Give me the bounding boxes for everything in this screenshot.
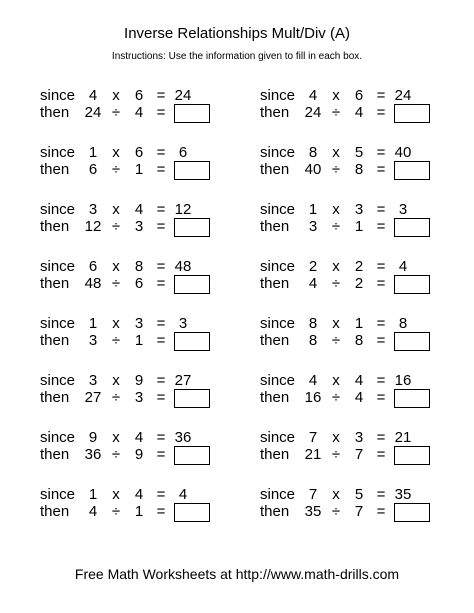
- product: 4: [178, 486, 188, 503]
- factor-b: 5: [354, 144, 364, 161]
- problem-5: [40, 201, 260, 241]
- factor-a: 2: [308, 258, 318, 275]
- factor-a: 6: [88, 258, 98, 275]
- dividend: 27: [84, 389, 102, 406]
- equals-sign: =: [376, 503, 386, 520]
- divide-sign: ÷: [111, 446, 121, 463]
- factor-b: 3: [354, 201, 364, 218]
- factor-a: 8: [308, 315, 318, 332]
- since-line: [260, 201, 474, 219]
- times-sign: x: [332, 144, 340, 161]
- factor-a: 4: [308, 87, 318, 104]
- product: 8: [398, 315, 408, 332]
- equals-sign: =: [376, 218, 386, 235]
- equals-sign: =: [376, 332, 386, 349]
- footer-text: Free Math Worksheets at http://www.math-drills.com: [74, 566, 400, 582]
- since-line: [260, 87, 474, 105]
- instructions-text: Instructions: Use the information given to fill in each box.: [111, 51, 363, 62]
- divisor: 8: [354, 161, 364, 178]
- divisor: 9: [134, 446, 144, 463]
- answer-box[interactable]: [394, 332, 430, 351]
- times-sign: x: [332, 201, 340, 218]
- divisor: 2: [354, 275, 364, 292]
- problem-10: [260, 315, 474, 355]
- divide-sign: ÷: [331, 332, 341, 349]
- times-sign: x: [332, 315, 340, 332]
- since-line: [260, 144, 474, 162]
- equals-sign: =: [156, 87, 166, 104]
- equals-sign: =: [156, 144, 166, 161]
- dividend: 8: [308, 332, 318, 349]
- answer-box[interactable]: [394, 503, 430, 522]
- answer-box[interactable]: [174, 446, 210, 465]
- product: 35: [394, 486, 412, 503]
- factor-a: 9: [88, 429, 98, 446]
- factor-a: 4: [88, 87, 98, 104]
- answer-box[interactable]: [174, 503, 210, 522]
- product: 3: [398, 201, 408, 218]
- answer-box[interactable]: [174, 275, 210, 294]
- problem-16: [260, 486, 474, 526]
- factor-a: 3: [88, 372, 98, 389]
- dividend: 48: [84, 275, 102, 292]
- equals-sign: =: [376, 201, 386, 218]
- dividend: 24: [84, 104, 102, 121]
- then-line: [40, 275, 260, 293]
- times-sign: x: [112, 258, 120, 275]
- answer-box[interactable]: [174, 332, 210, 351]
- equals-sign: =: [156, 161, 166, 178]
- equals-sign: =: [156, 104, 166, 121]
- then-label: then: [40, 332, 70, 349]
- since-line: [40, 258, 260, 276]
- divisor: 3: [134, 218, 144, 235]
- times-sign: x: [112, 315, 120, 332]
- then-line: [260, 332, 474, 350]
- factor-b: 4: [354, 372, 364, 389]
- factor-a: 1: [88, 144, 98, 161]
- divide-sign: ÷: [111, 218, 121, 235]
- since-label: since: [260, 87, 296, 104]
- answer-box[interactable]: [394, 218, 430, 237]
- since-line: [40, 429, 260, 447]
- dividend: 35: [304, 503, 322, 520]
- equals-sign: =: [156, 258, 166, 275]
- since-label: since: [260, 486, 296, 503]
- product: 3: [178, 315, 188, 332]
- since-label: since: [40, 144, 76, 161]
- factor-b: 4: [134, 429, 144, 446]
- then-line: [260, 275, 474, 293]
- equals-sign: =: [376, 315, 386, 332]
- then-label: then: [40, 104, 70, 121]
- dividend: 16: [304, 389, 322, 406]
- divisor: 7: [354, 503, 364, 520]
- divisor: 4: [354, 389, 364, 406]
- divisor: 4: [134, 104, 144, 121]
- dividend: 6: [88, 161, 98, 178]
- answer-box[interactable]: [174, 389, 210, 408]
- divide-sign: ÷: [331, 104, 341, 121]
- since-label: since: [40, 201, 76, 218]
- then-label: then: [40, 389, 70, 406]
- problem-4: [260, 144, 474, 184]
- dividend: 36: [84, 446, 102, 463]
- dividend: 24: [304, 104, 322, 121]
- then-line: [40, 332, 260, 350]
- factor-a: 1: [308, 201, 318, 218]
- then-line: [40, 161, 260, 179]
- factor-b: 6: [134, 87, 144, 104]
- divisor: 6: [134, 275, 144, 292]
- factor-b: 5: [354, 486, 364, 503]
- factor-b: 6: [354, 87, 364, 104]
- since-label: since: [260, 258, 296, 275]
- problem-7: [40, 258, 260, 298]
- then-line: [40, 104, 260, 122]
- then-line: [260, 446, 474, 464]
- then-line: [260, 218, 474, 236]
- equals-sign: =: [156, 201, 166, 218]
- since-label: since: [260, 315, 296, 332]
- factor-a: 3: [88, 201, 98, 218]
- factor-b: 2: [354, 258, 364, 275]
- since-line: [260, 315, 474, 333]
- factor-a: 4: [308, 372, 318, 389]
- then-label: then: [40, 503, 70, 520]
- equals-sign: =: [376, 446, 386, 463]
- equals-sign: =: [156, 332, 166, 349]
- factor-a: 8: [308, 144, 318, 161]
- since-line: [260, 486, 474, 504]
- divide-sign: ÷: [331, 218, 341, 235]
- dividend: 4: [88, 503, 98, 520]
- divide-sign: ÷: [111, 389, 121, 406]
- since-label: since: [260, 372, 296, 389]
- divide-sign: ÷: [111, 104, 121, 121]
- problem-15: [40, 486, 260, 526]
- answer-box[interactable]: [394, 104, 430, 123]
- since-line: [260, 429, 474, 447]
- equals-sign: =: [376, 258, 386, 275]
- times-sign: x: [112, 372, 120, 389]
- since-label: since: [260, 429, 296, 446]
- factor-a: 1: [88, 486, 98, 503]
- then-line: [260, 389, 474, 407]
- equals-sign: =: [376, 87, 386, 104]
- then-label: then: [260, 104, 290, 121]
- divide-sign: ÷: [331, 503, 341, 520]
- then-label: then: [260, 332, 290, 349]
- problem-12: [260, 372, 474, 412]
- then-line: [40, 389, 260, 407]
- divisor: 7: [354, 446, 364, 463]
- product: 16: [394, 372, 412, 389]
- factor-b: 4: [134, 201, 144, 218]
- since-line: [260, 258, 474, 276]
- since-line: [40, 87, 260, 105]
- then-label: then: [260, 503, 290, 520]
- product: 24: [174, 87, 192, 104]
- factor-a: 7: [308, 486, 318, 503]
- equals-sign: =: [156, 372, 166, 389]
- equals-sign: =: [376, 144, 386, 161]
- problem-14: [260, 429, 474, 469]
- factor-b: 4: [134, 486, 144, 503]
- equals-sign: =: [156, 429, 166, 446]
- divide-sign: ÷: [111, 332, 121, 349]
- then-label: then: [260, 275, 290, 292]
- times-sign: x: [332, 87, 340, 104]
- equals-sign: =: [376, 486, 386, 503]
- then-label: then: [40, 218, 70, 235]
- divide-sign: ÷: [331, 446, 341, 463]
- then-line: [260, 104, 474, 122]
- times-sign: x: [112, 201, 120, 218]
- since-label: since: [260, 144, 296, 161]
- then-label: then: [260, 218, 290, 235]
- equals-sign: =: [376, 275, 386, 292]
- answer-box[interactable]: [394, 446, 430, 465]
- since-label: since: [40, 372, 76, 389]
- divisor: 3: [134, 389, 144, 406]
- since-line: [260, 372, 474, 390]
- problem-13: [40, 429, 260, 469]
- product: 4: [398, 258, 408, 275]
- answer-box[interactable]: [394, 161, 430, 180]
- equals-sign: =: [156, 389, 166, 406]
- then-label: then: [260, 389, 290, 406]
- equals-sign: =: [376, 104, 386, 121]
- problem-2: [260, 87, 474, 127]
- dividend: 3: [88, 332, 98, 349]
- then-line: [40, 503, 260, 521]
- factor-b: 6: [134, 144, 144, 161]
- divisor: 8: [354, 332, 364, 349]
- equals-sign: =: [156, 503, 166, 520]
- equals-sign: =: [376, 429, 386, 446]
- problem-1: [40, 87, 260, 127]
- since-label: since: [40, 258, 76, 275]
- since-label: since: [40, 486, 76, 503]
- then-label: then: [260, 161, 290, 178]
- product: 36: [174, 429, 192, 446]
- factor-a: 1: [88, 315, 98, 332]
- since-line: [40, 201, 260, 219]
- equals-sign: =: [376, 372, 386, 389]
- then-label: then: [40, 161, 70, 178]
- problem-8: [260, 258, 474, 298]
- since-line: [40, 315, 260, 333]
- divide-sign: ÷: [111, 503, 121, 520]
- answer-box[interactable]: [394, 275, 430, 294]
- equals-sign: =: [156, 486, 166, 503]
- then-line: [40, 218, 260, 236]
- then-label: then: [260, 446, 290, 463]
- then-label: then: [40, 275, 70, 292]
- divide-sign: ÷: [331, 389, 341, 406]
- times-sign: x: [112, 144, 120, 161]
- since-label: since: [40, 87, 76, 104]
- divide-sign: ÷: [331, 275, 341, 292]
- problem-9: [40, 315, 260, 355]
- since-label: since: [40, 315, 76, 332]
- product: 48: [174, 258, 192, 275]
- divisor: 1: [354, 218, 364, 235]
- equals-sign: =: [376, 389, 386, 406]
- times-sign: x: [332, 429, 340, 446]
- since-label: since: [260, 201, 296, 218]
- product: 6: [178, 144, 188, 161]
- then-label: then: [40, 446, 70, 463]
- factor-b: 8: [134, 258, 144, 275]
- dividend: 21: [304, 446, 322, 463]
- times-sign: x: [112, 87, 120, 104]
- dividend: 12: [84, 218, 102, 235]
- divisor: 1: [134, 332, 144, 349]
- divide-sign: ÷: [111, 275, 121, 292]
- dividend: 3: [308, 218, 318, 235]
- times-sign: x: [332, 372, 340, 389]
- dividend: 4: [308, 275, 318, 292]
- factor-b: 1: [354, 315, 364, 332]
- worksheet-title: Inverse Relationships Mult/Div (A): [124, 25, 350, 42]
- product: 27: [174, 372, 192, 389]
- product: 12: [174, 201, 192, 218]
- equals-sign: =: [156, 275, 166, 292]
- equals-sign: =: [156, 446, 166, 463]
- then-line: [260, 161, 474, 179]
- factor-b: 3: [134, 315, 144, 332]
- times-sign: x: [332, 486, 340, 503]
- since-line: [40, 372, 260, 390]
- product: 21: [394, 429, 412, 446]
- then-line: [260, 503, 474, 521]
- times-sign: x: [112, 429, 120, 446]
- answer-box[interactable]: [394, 389, 430, 408]
- equals-sign: =: [156, 218, 166, 235]
- divisor: 1: [134, 503, 144, 520]
- since-label: since: [40, 429, 76, 446]
- factor-a: 7: [308, 429, 318, 446]
- divisor: 4: [354, 104, 364, 121]
- times-sign: x: [112, 486, 120, 503]
- divide-sign: ÷: [331, 161, 341, 178]
- times-sign: x: [332, 258, 340, 275]
- equals-sign: =: [376, 161, 386, 178]
- answer-box[interactable]: [174, 218, 210, 237]
- problem-11: [40, 372, 260, 412]
- since-line: [40, 486, 260, 504]
- factor-b: 3: [354, 429, 364, 446]
- equals-sign: =: [156, 315, 166, 332]
- factor-b: 9: [134, 372, 144, 389]
- divide-sign: ÷: [111, 161, 121, 178]
- product: 24: [394, 87, 412, 104]
- problem-3: [40, 144, 260, 184]
- since-line: [40, 144, 260, 162]
- answer-box[interactable]: [174, 104, 210, 123]
- then-line: [40, 446, 260, 464]
- divisor: 1: [134, 161, 144, 178]
- product: 40: [394, 144, 412, 161]
- dividend: 40: [304, 161, 322, 178]
- problem-6: [260, 201, 474, 241]
- answer-box[interactable]: [174, 161, 210, 180]
